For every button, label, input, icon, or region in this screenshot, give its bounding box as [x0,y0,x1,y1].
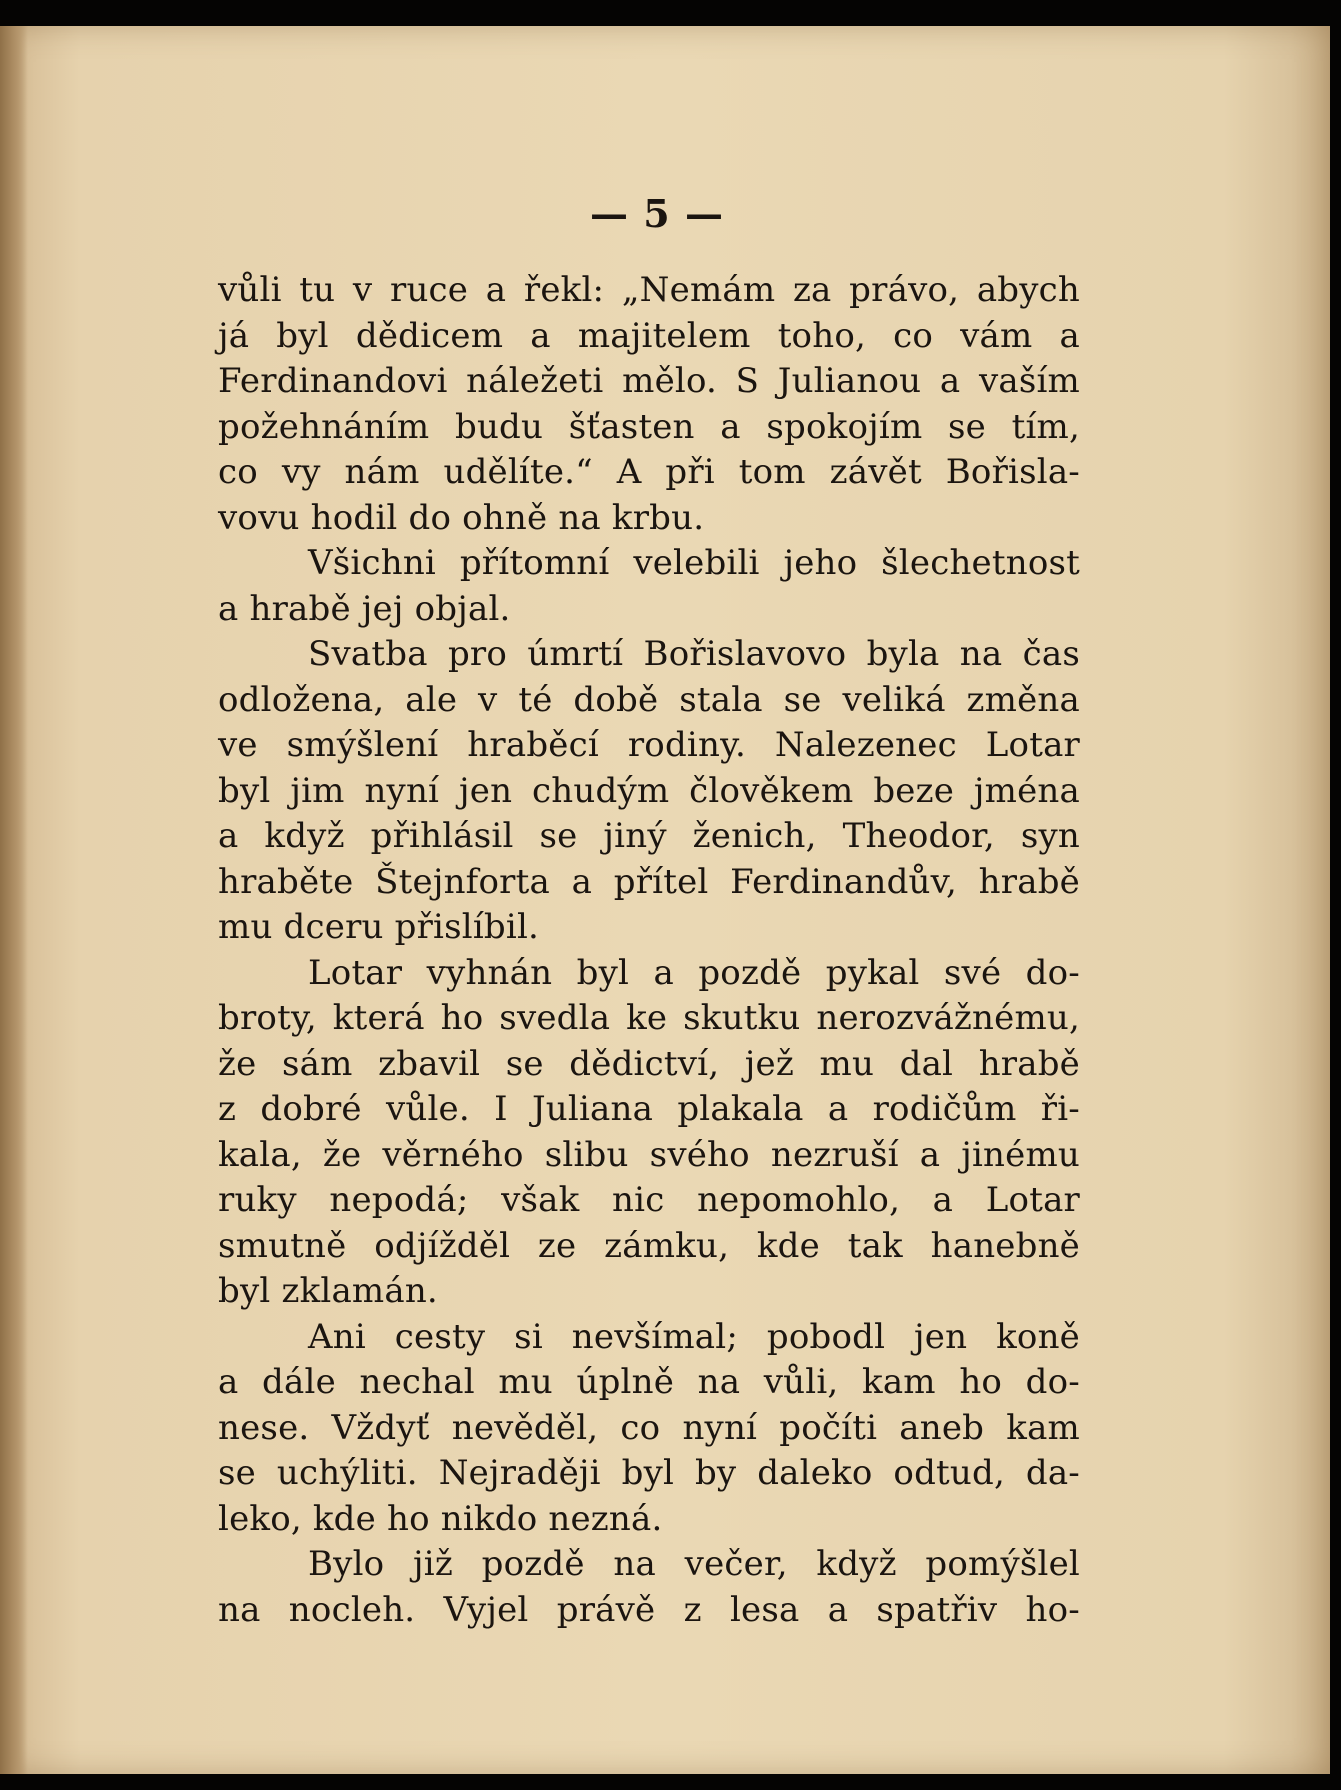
text-line: kala, že věrného slibu svého nezruší a jinému [218,1134,1080,1175]
text-line: nese. Vždyť nevěděl, co nyní počíti aneb kam [218,1407,1080,1448]
text-line: že sám zbavil se dědictví, jež mu dal hrabě [218,1043,1080,1084]
text-line: byl jim nyní jen chudým člověkem beze jména [218,770,1080,811]
body-text [218,268,1080,1633]
text-line: odložena, ale v té době stala se veliká změna [218,679,1080,720]
text-line: Všichni přítomní velebili jeho šlechetnost [308,543,1080,583]
text-line: a hrabě jej objal. [218,588,511,629]
text-line: já byl dědicem a majitelem toho, co vám a [218,315,1080,356]
text-line: hraběte Štejnforta a přítel Ferdinandův, hrabě [218,861,1080,902]
text-line: Ferdinandovi náležeti mělo. S Julianou a vaším [218,361,1080,401]
text-line: Bylo již pozdě na večer, když pomýšlel [308,1544,1080,1584]
page-number: — 5 — [590,191,724,236]
text-line: mu dceru přislíbil. [218,907,540,947]
text-line: a když přihlásil se jiný ženich, Theodor, syn [218,816,1080,856]
text-line: vůli tu v ruce a řekl: „Nemám za právo, abych [218,270,1080,310]
text-line: ve smýšlení hraběcí rodiny. Nalezenec Lotar [218,725,1080,765]
text-line: broty, která ho svedla ke skutku nerozvážnému, [218,998,1080,1038]
text-line: Lotar vyhnán byl a pozdě pykal své do- [308,952,1080,993]
text-line: co vy nám udělíte.“ A při tom závět Bořisla- [218,452,1080,492]
text-line: ruky nepodá; však nic nepomohlo, a Lotar [218,1180,1080,1220]
text-line: leko, kde ho nikdo nezná. [218,1498,663,1539]
text-line: požehnáním budu šťasten a spokojím se tím, [218,406,1080,447]
text-line: z dobré vůle. I Juliana plakala a rodičům ři- [218,1089,1080,1129]
text-block [218,186,1080,1633]
text-line: Svatba pro úmrtí Bořislavovo byla na čas [308,634,1080,674]
text-line: vovu hodil do ohně na krbu. [218,497,705,538]
text-line: smutně odjížděl ze zámku, kde tak hanebně [218,1225,1080,1266]
text-line: na nocleh. Vyjel právě z lesa a spatřiv ho- [218,1589,1080,1630]
text-line: se uchýliti. Nejraději byl by daleko odtud, da- [218,1453,1080,1493]
book-page [0,26,1330,1774]
text-line: a dále nechal mu úplně na vůli, kam ho do- [218,1362,1080,1402]
text-line: byl zklamán. [218,1271,438,1311]
text-line: Ani cesty si nevšímal; pobodl jen koně [308,1316,1080,1357]
page-spine-shadow [0,26,28,1774]
